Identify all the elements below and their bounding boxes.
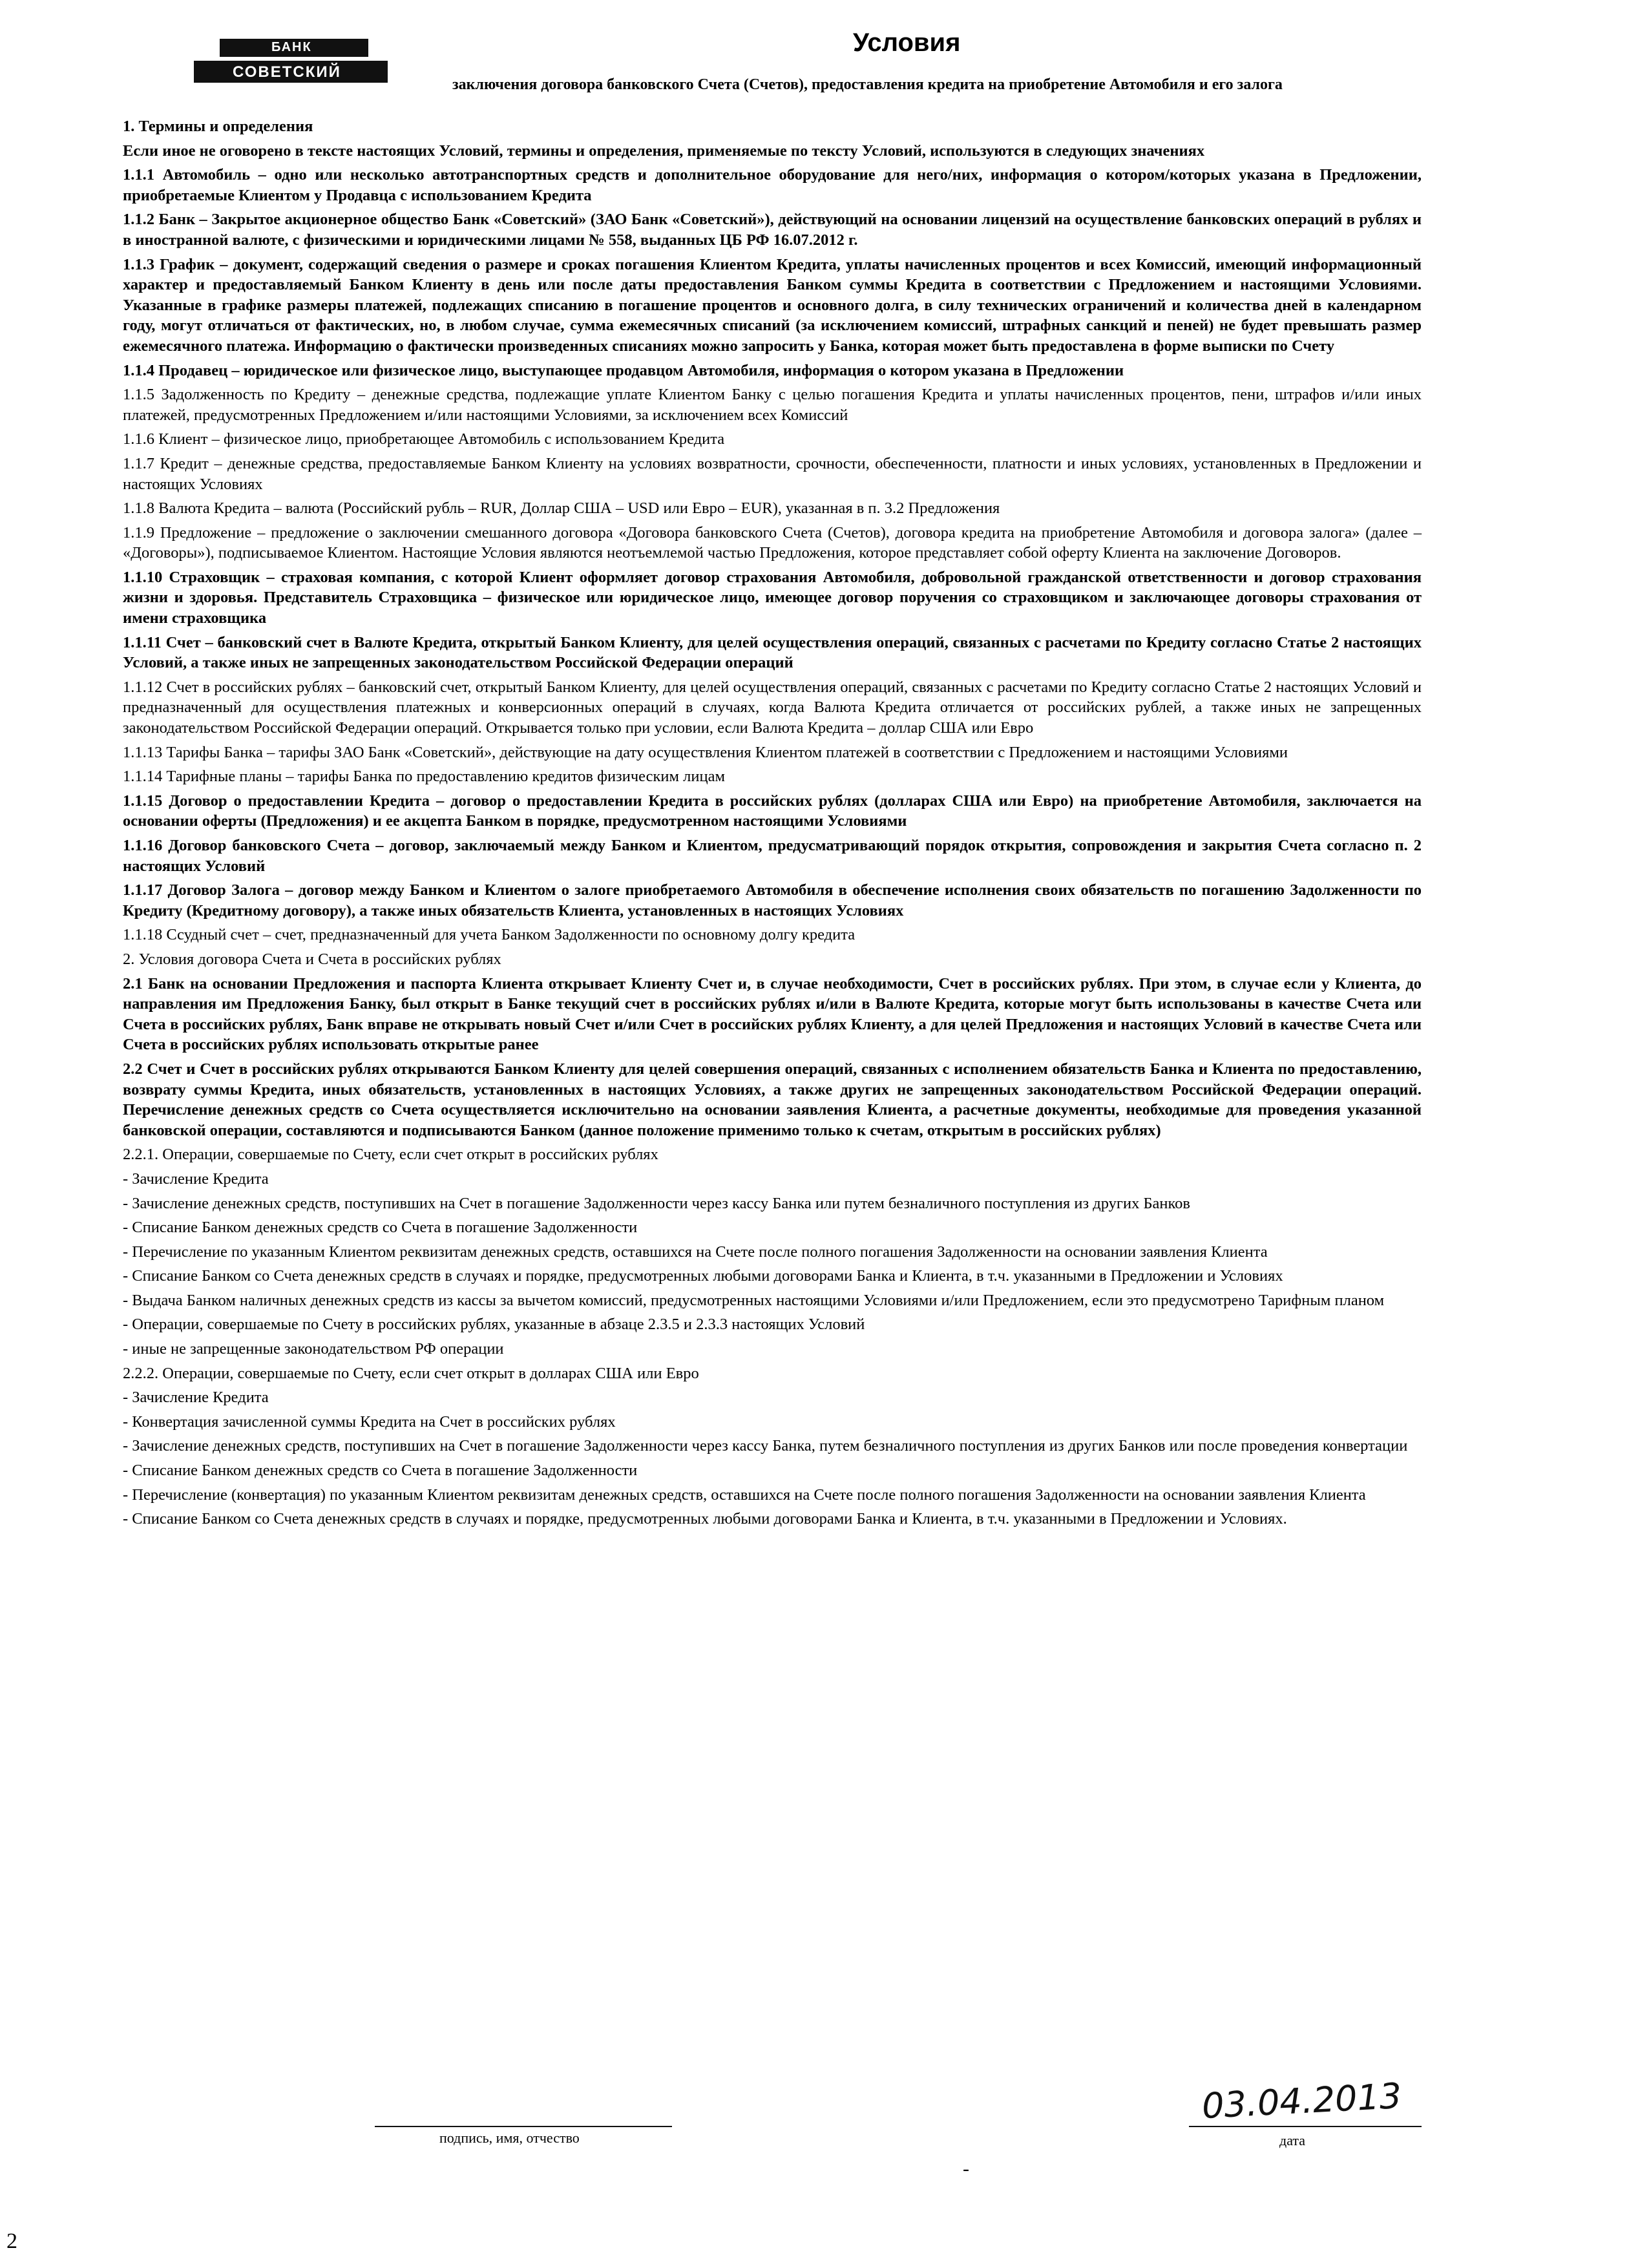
paragraph: 1.1.3 График – документ, содержащий сведения о размере и сроках погашения Клиентом Кредита, уплаты начисленных процентов и всех Комиссий, имеющий информационный характер и предоставляемый Банком Клиенту в день или после даты предоставления Банком суммы Кредита в соответствии с Предложением и настоящими Условиями. Указанные в графике размеры платежей, подлежащих списанию в погашение процентов и основного долга, в силу технических ограничений и количества дней в календарном году, могут отличаться от фактических, но, в любом случае, сумма ежемесячных списаний (за исключением комиссий, штрафных санкций и пеней) не будет превышать размер ежемесячного платежа. Информацию о фактически произведенных списаниях можно запросить у Банка, которая может быть предоставлена в форме выписки по Счету — [123, 255, 1422, 355]
signature-line — [375, 2126, 672, 2127]
paragraph: 1.1.11 Счет – банковский счет в Валюте Кредита, открытый Банком Клиенту, для целей осуществления операций, связанных с расчетами по Кредиту согласно Статье 2 настоящих Условий, а также иных не запрещенных законодательством Российской Федерации операций — [123, 633, 1422, 672]
date-line — [1189, 2126, 1422, 2127]
paragraph: 1.1.2 Банк – Закрытое акционерное общество Банк «Советский» (ЗАО Банк «Советский»), действующий на основании лицензий на осуществление банковских операций в рублях и в иностранной валюте, с физическими и юридическими лицами № 558, выданных ЦБ РФ 16.07.2012 г. — [123, 211, 1422, 249]
list-item: - Списание Банком денежных средств со Счета в погашение Задолженности — [123, 1219, 638, 1237]
paragraph: 1.1.13 Тарифы Банка – тарифы ЗАО Банк «Советский», действующие на дату осуществления Клиентом платежей в соответствии с Предложением и настоящими Условиями — [123, 743, 1288, 761]
paragraph: 1.1.18 Ссудный счет – счет, предназначенный для учета Банком Задолженности по основному долгу кредита — [123, 926, 856, 944]
logo-line-2: СОВЕТСКИЙ — [233, 63, 341, 81]
paragraph: 1.1.5 Задолженность по Кредиту – денежные средства, подлежащие уплате Клиентом Банку с целью погашения Кредита и уплаты начисленных процентов, пени, штрафов и/или иных платежей, предусмотренных Предложением и/или настоящими Условиями, за исключением всех Комиссий — [123, 386, 1422, 424]
list-item: - Операции, совершаемые по Счету в российских рублях, указанные в абзаце 2.3.5 и 2.3.3 настоящих Условий — [123, 1316, 865, 1334]
list-item: - Списание Банком денежных средств со Счета в погашение Задолженности — [123, 1462, 638, 1480]
paragraph: 1.1.10 Страховщик – страховая компания, с которой Клиент оформляет договор страхования Автомобиля, добровольной гражданской ответственности и договор страхования жизни и здоровья. Представитель Страховщика – физическое или юридическое лицо, имеющее договор поручения со страховщиком и заключающее договоры страхования от имени страховщика — [123, 568, 1422, 627]
logo-line-1: БАНК — [271, 40, 312, 54]
list-item: - Списание Банком со Счета денежных средств в случаях и порядке, предусмотренных любыми договорами Банка и Клиента, в т.ч. указанными в Предложении и Условиях — [123, 1267, 1283, 1285]
paragraph: 1.1.15 Договор о предоставлении Кредита – договор о предоставлении Кредита в российских рублях (долларах США или Евро) на приобретение Автомобиля, заключается на основании оферты (Предложения) и ее акцепта Банком в порядке, предусмотренном настоящими Условиями — [123, 792, 1422, 830]
document-title: Условия — [853, 28, 961, 57]
bank-logo — [194, 39, 388, 84]
handwritten-date: 03.04.2013 — [1201, 2075, 1403, 2127]
paragraph: 1.1.12 Счет в российских рублях – банковский счет, открытый Банком Клиенту, для целей осуществления операций, связанных с расчетами по Кредиту согласно Статье 2 настоящих Условий и предназначенный для осуществления платежных и конверсионных операций в случаях, когда Валюта Кредита отличается от российских рублей, а также иных не запрещенных законодательством Российской Федерации операций. Открывается только при условии, если Валюта Кредита – доллар США или Евро — [123, 678, 1422, 737]
paragraph: 1.1.7 Кредит – денежные средства, предоставляемые Банком Клиенту на условиях возвратности, срочности, обеспеченности, платности и иных условиях, установленных в Предложении и настоящих Условиях — [123, 454, 1422, 493]
list-item: - Зачисление денежных средств, поступивших на Счет в погашение Задолженности через кассу Банка, путем безналичного поступления из других Банков или после проведения конвертации — [123, 1437, 1408, 1455]
list-item: - Зачисление денежных средств, поступивших на Счет в погашение Задолженности через кассу Банка или путем безналичного поступления из других Банков — [123, 1194, 1191, 1212]
list-item: - Выдача Банком наличных денежных средств из кассы за вычетом комиссий, предусмотренных настоящими Условиями и/или Предложением, если это предусмотрено Тарифным планом — [123, 1291, 1385, 1309]
section-heading: 1. Термины и определения — [123, 118, 313, 135]
paragraph: 1.1.9 Предложение – предложение о заключении смешанного договора «Договора банковского Счета (Счетов), договора кредита на приобретение Автомобиля и договора залога» (далее – «Договоры»), подписываемое Клиентом. Настоящие Условия являются неотъемлемой частью Предложения, которое представляет собой оферту Клиента на заключение Договоров. — [123, 523, 1422, 562]
paragraph: 1.1.1 Автомобиль – одно или несколько автотранспортных средств и дополнительное оборудование для него/них, информация о котором/которых указана в Предложении, приобретаемые Клиентом у Продавца с использованием Кредита — [123, 166, 1422, 204]
paragraph: Если иное не оговорено в тексте настоящих Условий, термины и определения, применяемые по тексту Условий, используются в следующих значениях — [123, 142, 1205, 160]
list-item: - Перечисление по указанным Клиентом реквизитам денежных средств, оставшихся на Счете после полного погашения Задолженности на основании заявления Клиента — [123, 1243, 1268, 1261]
list-item: - Списание Банком со Счета денежных средств в случаях и порядке, предусмотренных любыми договорами Банка и Клиента, в т.ч. указанными в Предложении и Условиях. — [123, 1510, 1287, 1528]
list-item: - Зачисление Кредита — [123, 1389, 269, 1407]
corner-mark: 2 — [6, 2229, 17, 2253]
paragraph: 1.1.8 Валюта Кредита – валюта (Российский рубль – RUR, Доллар США – USD или Евро – EUR), указанная в п. 3.2 Предложения — [123, 499, 1000, 518]
section-heading: 2. Условия договора Счета и Счета в российских рублях — [123, 950, 501, 968]
list-item: - Конвертация зачисленной суммы Кредита на Счет в российских рублях — [123, 1412, 616, 1431]
scan-mark: - — [963, 2158, 969, 2179]
paragraph: 2.2 Счет и Счет в российских рублях открываются Банком Клиенту для целей совершения операций, связанных с исполнением обязательств Банка и Клиента по предоставлению, возврату суммы Кредита, иных обязательств, установленных в настоящих Условиях, а также других не запрещенных законодательством Российской Федерации операций. Перечисление денежных средств со Счета осуществляется исключительно на основании заявления Клиента, а расчетные документы, необходимые для проведения указанной банковской операции, составляются и подписываются Банком (данное положение применимо только к счетам, открытым в российских рублях) — [123, 1060, 1422, 1139]
list-item: - Перечисление (конвертация) по указанным Клиентом реквизитам денежных средств, оставшихся на Счете после полного погашения Задолженности на основании заявления Клиента — [123, 1486, 1366, 1504]
list-item: - иные не запрещенные законодательством РФ операции — [123, 1340, 504, 1358]
date-caption: дата — [1279, 2132, 1306, 2148]
paragraph: 1.1.6 Клиент – физическое лицо, приобретающее Автомобиль с использованием Кредита — [123, 430, 725, 448]
list-item: - Зачисление Кредита — [123, 1170, 269, 1188]
paragraph: 2.2.1. Операции, совершаемые по Счету, если счет открыт в российских рублях — [123, 1146, 658, 1164]
paragraph: 2.2.2. Операции, совершаемые по Счету, если счет открыт в долларах США или Евро — [123, 1364, 699, 1382]
signature-caption: подпись, имя, отчество — [439, 2130, 580, 2146]
paragraph: 1.1.17 Договор Залога – договор между Банком и Клиентом о залоге приобретаемого Автомобиля в обеспечение исполнения своих обязательств по погашению Задолженности по Кредиту (Кредитному договору), а также иных обязательств Клиента, установленных в настоящих Условиях — [123, 881, 1422, 919]
document-subtitle: заключения договора банковского Счета (Счетов), предоставления кредита на приобретение Автомобиля и его залога — [452, 76, 1283, 93]
paragraph: 1.1.14 Тарифные планы – тарифы Банка по предоставлению кредитов физическим лицам — [123, 768, 725, 786]
document-body — [123, 116, 1422, 1533]
paragraph: 1.1.4 Продавец – юридическое или физическое лицо, выступающее продавцом Автомобиля, информация о котором указана в Предложении — [123, 361, 1124, 379]
paragraph: 2.1 Банк на основании Предложения и паспорта Клиента открывает Клиенту Счет и, в случае необходимости, Счет в российских рублях. При этом, в случае если у Клиента, до направления им Предложения Банку, был открыт в Банке текущий счет в российских рублях и/или в Валюте Кредита, которые могут быть использованы в качестве Счета или Счета в российских рублях, Банк вправе не открывать новый Счет и/или Счет в российских рублях Клиенту, а для целей Предложения и настоящих Условий в качестве Счета или Счета в российских рублях использовать открытые ранее — [123, 974, 1422, 1054]
paragraph: 1.1.16 Договор банковского Счета – договор, заключаемый между Банком и Клиентом, предусматривающий порядок открытия, сопровождения и закрытия Счета согласно п. 2 настоящих Условий — [123, 837, 1422, 875]
